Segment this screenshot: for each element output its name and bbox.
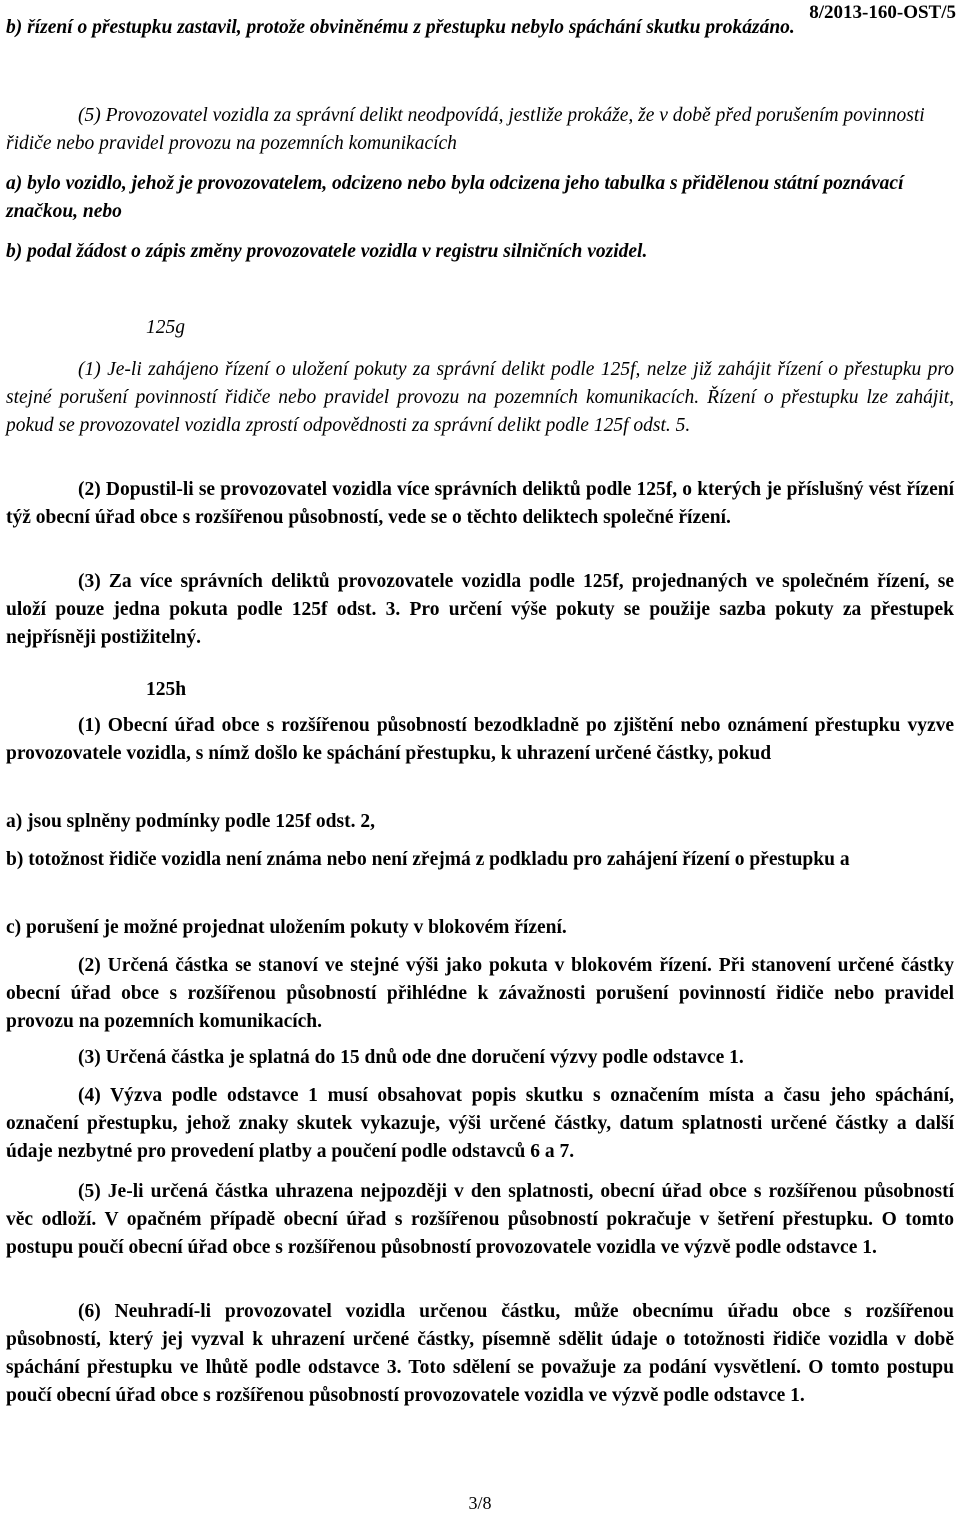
paragraph-125h-4: (4) Výzva podle odstavce 1 musí obsahovat popis skutku s označením místa a času jeho spáchání, označení přestupku, jehož znaky skutek vykazuje, výši určené částky, datum splatnosti určené částky a další údaje nezbytné pro provedení platby a poučení podle odstavců 6 a 7. [6, 1085, 954, 1162]
paragraph-125h-3: (3) Určená částka je splatná do 15 dnů ode dne doručení výzvy podle odstavce 1. [78, 1047, 744, 1068]
list-item-c: c) porušení je možné projednat uložením pokuty v blokovém řízení. [6, 917, 567, 938]
document-id: 8/2013-160-OST/5 [809, 2, 956, 23]
list-item-a: a) jsou splněny podmínky podle 125f odst. 2, [6, 811, 375, 832]
paragraph-125g-2: (2) Dopustil-li se provozovatel vozidla více správních deliktů podle 125f, o kterých je příslušný vést řízení týž obecní úřad obce s rozšířenou působností, vede se o těchto deliktech společné řízení. [6, 479, 954, 528]
paragraph-125g-3: (3) Za více správních deliktů provozovatele vozidla podle 125f, projednaných ve společném řízení, se uloží pouze jedna pokuta podle 125f odst. 3. Pro určení výše pokuty se použije sazba pokuty za přestupek nejpřísněji postižitelný. [6, 571, 954, 648]
paragraph-125h-2: (2) Určená částka se stanoví ve stejné výši jako pokuta v blokovém řízení. Při stanovení určené částky obecní úřad obce s rozšířenou působností přihlédne k závažnosti porušení povinností řidiče nebo pravidel provozu na pozemních komunikacích. [6, 955, 954, 1032]
paragraph-125g-1: (1) Je-li zahájeno řízení o uložení pokuty za správní delikt podle 125f, nelze již zahájit řízení o přestupku pro stejné porušení povinností řidiče nebo pravidel provozu na pozemních komunikacích. Řízení o přestupku lze zahájit, pokud se provozovatel vozidla zprostí odpovědnosti za správní delikt podle 125f odst. 5. [6, 359, 954, 436]
paragraph-125h-1: (1) Obecní úřad obce s rozšířenou působností bezodkladně po zjištění nebo oznámení přestupku vyzve provozovatele vozidla, s nímž došlo ke spáchání přestupku, k uhrazení určené částky, pokud [6, 715, 954, 764]
paragraph-125h-6: (6) Neuhradí-li provozovatel vozidla určenou částku, může obecnímu úřadu obce s rozšířenou působností, který jej vyzval k uhrazení určené částky, písemně sdělit údaje o totožnosti řidiče vozidla v době spáchání přestupku ve lhůtě podle odstavce 3. Toto sdělení se považuje za podání vysvětlení. O tomto postupu poučí obecní úřad obce s rozšířenou působností provozovatele vozidla ve výzvě podle odstavce 1. [6, 1301, 954, 1406]
page-number: 3/8 [468, 1493, 492, 1513]
paragraph-125h-5: (5) Je-li určená částka uhrazena nejpozději v den splatnosti, obecní úřad obce s rozšířenou působností věc odloží. V opačném případě obecní úřad s rozšířenou působností pokračuje v šetření přestupku. O tomto postupu poučí obecní úřad obce s rozšířenou působností provozovatele vozidla ve výzvě podle odstavce 1. [6, 1181, 954, 1258]
section-heading-125g: 125g [146, 317, 185, 338]
section-heading-125h: 125h [146, 679, 187, 700]
paragraph-a-vehicle-stolen: a) bylo vozidlo, jehož je provozovatelem, odcizeno nebo byla odcizena jeho tabulka s přidělenou státní poznávací značkou, nebo [6, 173, 904, 222]
paragraph-5-operator-not-liable: (5) Provozovatel vozidla za správní delikt neodpovídá, jestliže prokáže, že v době před porušením povinnosti řidiče nebo pravidel provozu na pozemních komunikacích [6, 105, 925, 154]
paragraph-b-change-request: b) podal žádost o zápis změny provozovatele vozidla v registru silničních vozidel. [6, 241, 648, 262]
paragraph-b-proceedings-stopped: b) řízení o přestupku zastavil, protože obviněnému z přestupku nebylo spáchání skutku prokázáno. [6, 17, 795, 38]
list-item-b: b) totožnost řidiče vozidla není známa nebo není zřejmá z podkladu pro zahájení řízení o přestupku a [6, 849, 850, 870]
